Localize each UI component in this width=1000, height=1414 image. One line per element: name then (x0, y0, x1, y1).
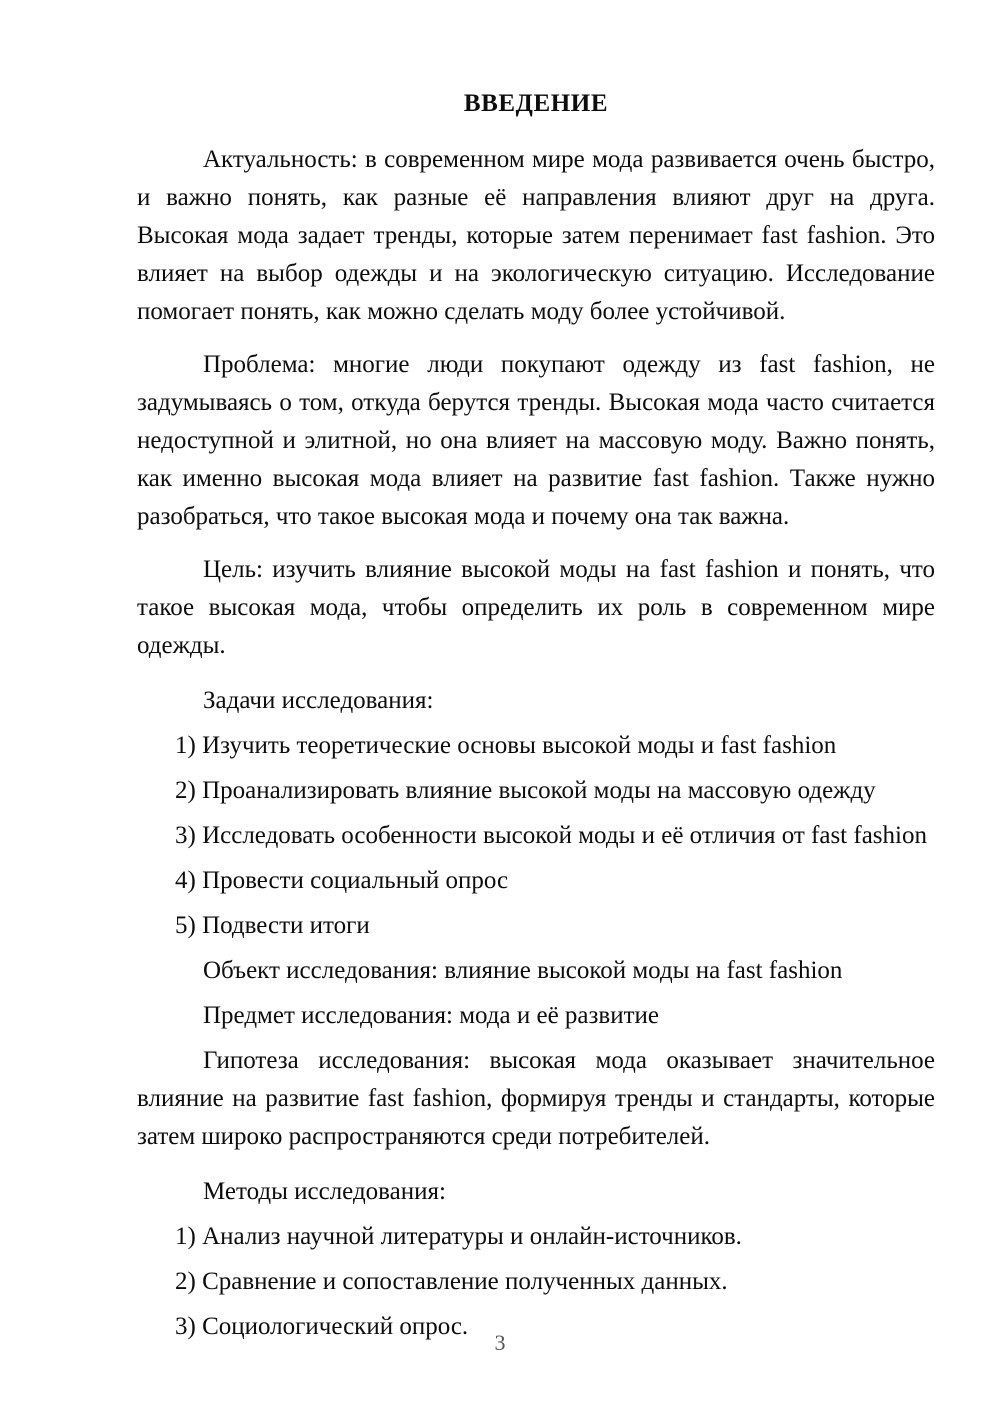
list-spacer (137, 900, 935, 907)
methods-list (137, 1218, 935, 1346)
paragraph-relevance: Актуальность: в современном мире мода развивается очень быстро, и важно понять, как разные её направления влияют друг на друга. Высокая мода задает тренды, которые затем перенимает fast fashion. Это влияет на выбор одежды и на экологическую ситуацию. Исследование помогает понять, как можно сделать моду более устойчивой. (137, 146, 935, 326)
paragraph-spacer (137, 990, 935, 997)
list-spacer (137, 720, 935, 727)
subject-of-research: Предмет исследования: мода и её развитие (203, 1002, 659, 1030)
list-spacer (137, 1256, 935, 1263)
list-spacer (137, 765, 935, 772)
tasks-list (137, 727, 935, 945)
list-item: 5) Подвести итоги (175, 912, 370, 940)
list-spacer (137, 855, 935, 862)
paragraph-spacer (137, 339, 935, 346)
list-spacer (137, 1211, 935, 1218)
list-item: 3) Исследовать особенности высокой моды и её отличия от fast fashion (175, 822, 927, 850)
page-title: ВВЕДЕНИЕ (463, 90, 609, 117)
page-number: 3 (494, 1330, 506, 1355)
paragraph-spacer (137, 1035, 935, 1042)
paragraph-hypothesis: Гипотеза исследования: высокая мода оказывает значительное влияние на развитие fast fashion, формируя тренды и стандарты, которые затем широко распространяются среди потребителей. (137, 1047, 935, 1151)
list-item: 1) Анализ научной литературы и онлайн-источников. (175, 1223, 742, 1251)
list-spacer (137, 1301, 935, 1308)
section-spacer (137, 1164, 935, 1173)
list-item: 1) Изучить теоретические основы высокой моды и fast fashion (175, 732, 837, 760)
list-item: 2) Проанализировать влияние высокой моды на массовую одежду (175, 777, 876, 805)
list-spacer (137, 810, 935, 817)
paragraph-spacer (137, 544, 935, 551)
document-body (137, 88, 935, 1346)
section-spacer (137, 945, 935, 952)
paragraph-problem: Проблема: многие люди покупают одежду из fast fashion, не задумываясь о том, откуда берутся тренды. Высокая мода часто считается недоступной и элитной, но она влияет на массовую моду. Важно понять, как именно высокая мода влияет на развитие fast fashion. Также нужно разобраться, что такое высокая мода и почему она так важна. (137, 351, 935, 531)
object-of-research: Объект исследования: влияние высокой моды на fast fashion (203, 957, 843, 985)
paragraph-spacer (137, 673, 935, 682)
paragraph-goal: Цель: изучить влияние высокой моды на fast fashion и понять, что такое высокая мода, чтобы определить их роль в современном мире одежды. (137, 556, 935, 660)
methods-heading: Методы исследования: (203, 1178, 446, 1206)
list-item: 3) Социологический опрос. (175, 1313, 469, 1341)
tasks-heading: Задачи исследования: (203, 687, 434, 715)
list-item: 2) Сравнение и сопоставление полученных данных. (175, 1268, 728, 1296)
list-item: 4) Провести социальный опрос (175, 867, 509, 895)
